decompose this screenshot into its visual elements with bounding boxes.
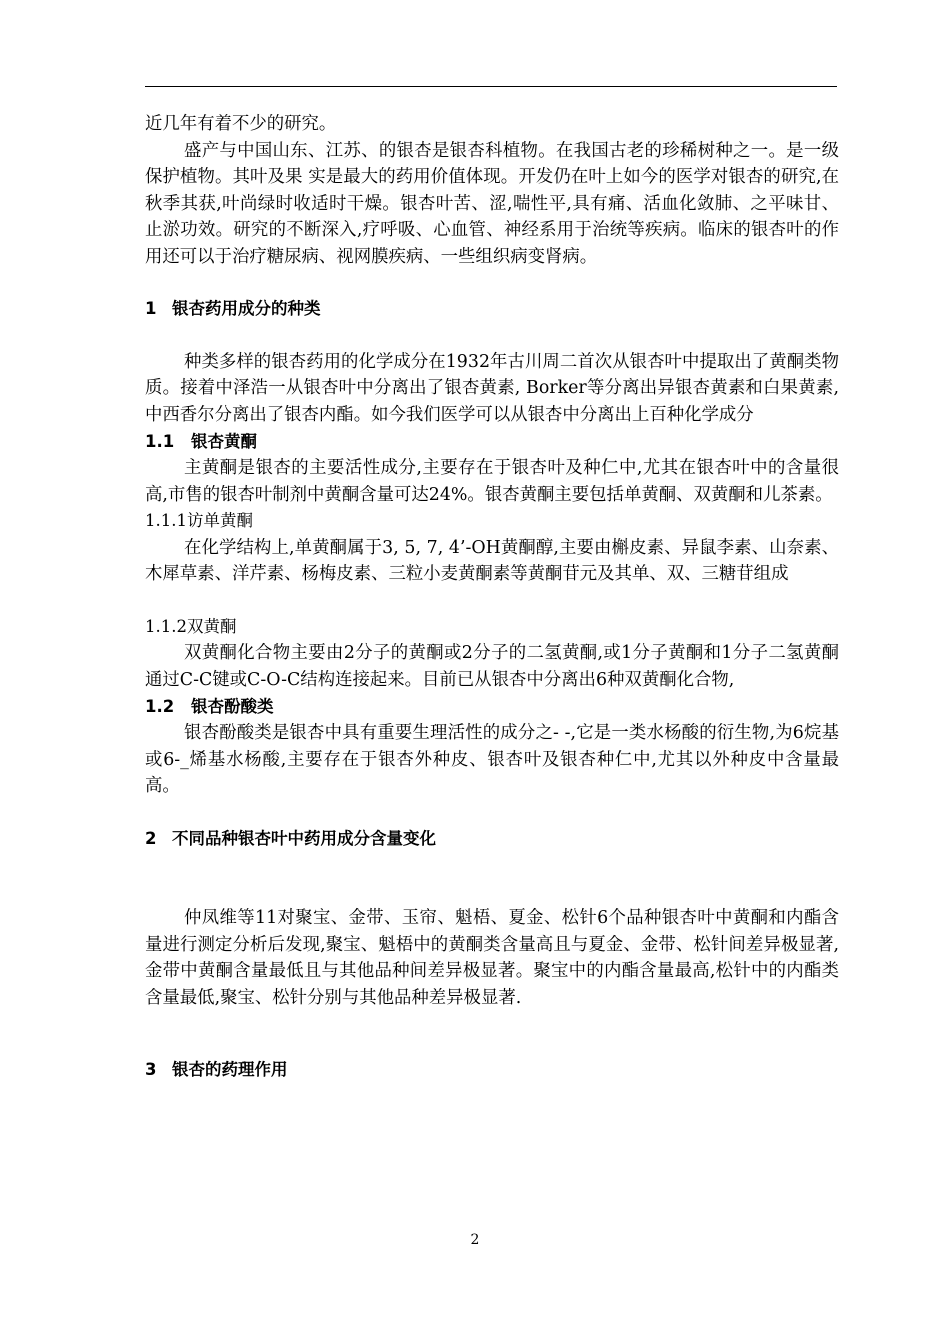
heading-number: 3 [145,1060,157,1079]
page-number: 2 [470,1232,480,1248]
header-rule [145,86,837,87]
section-heading [145,1057,839,1084]
heading-number: 2 [145,828,157,848]
heading-number: 1 [145,299,157,318]
subsubsection-heading: 1.1.2双黄酮 [145,616,237,636]
heading-number: 1.1 [145,432,175,451]
paragraph: 双黄酮化合物主要由2分子的黄酮或2分子的二氢黄酮,或1分子黄酮和1分子二氢黄酮通过C-C键或C-O-C结构连接起来。目前已从银杏中分离出6种双黄酮化合物, [145,643,839,690]
heading-title: 银杏的药理作用 [172,1060,288,1079]
heading-title: 银杏药用成分的种类 [172,299,321,318]
paragraph: 近几年有着不少的研究。 [145,114,337,134]
subsection-heading [145,428,839,455]
paragraph: 种类多样的银杏药用的化学成分在1932年古川周二首次从银杏叶中提取出了黄酮类物质。接着中泽浩一从银杏叶中分离出了银杏黄素, Borker等分离出异银杏黄素和白果黄素,中西香尔分离出了银杏内酯。如今我们医学可以从银杏中分离出上百种化学成分 [145,351,839,425]
paragraph: 在化学结构上,单黄酮属于3, 5, 7, 4’-OH黄酮醇,主要由槲皮素、异鼠李素、山奈素、木犀草素、洋芹素、杨梅皮素、三粒小麦黄酮素等黄酮苷元及其单、双、三糖苷组成 [145,537,839,584]
heading-title: 不同品种银杏叶中药用成分含量变化 [172,828,436,848]
section-heading [145,296,839,323]
subsubsection-heading: 1.1.1访单黄酮 [145,511,253,530]
paragraph: 主黄酮是银杏的主要活性成分,主要存在于银杏叶及种仁中,尤其在银杏叶中的含量很高,市售的银杏叶制剂中黄酮含量可达24%。银杏黄酮主要包括单黄酮、双黄酮和儿茶素。 [145,458,839,505]
paragraph: 仲凤维等11对聚宝、金带、玉帘、魁梧、夏金、松针6个品种银杏叶中黄酮和内酯含量进行测定分析后发现,聚宝、魁梧中的黄酮类含量高且与夏金、金带、松针间差异极显著,金带中黄酮含量最低且与其他品种间差异极显著。聚宝中的内酯含量最高,松针中的内酯类含量最低,聚宝、松针分别与其他品种差异极显著. [145,908,839,1008]
heading-number: 1.2 [145,697,175,716]
paragraph: 银杏酚酸类是银杏中具有重要生理活性的成分之- -,它是一类水杨酸的衍生物,为6烷基或6-_烯基水杨酸,主要存在于银杏外种皮、银杏叶及银杏种仁中,尤其以外种皮中含量最高。 [145,723,839,796]
paragraph: 盛产与中国山东、江苏、的银杏是银杏科植物。在我国古老的珍稀树种之一。是一级保护植物。其叶及果 实是最大的药用价值体现。开发仍在叶上如今的医学对银杏的研究,在秋季其获,叶尚绿时收适时干燥。银杏叶苦、涩,喘性平,具有痛、活血化敛肺、之平味甘、止淤功效。研究的不断深入,疗呼吸、心血管、神经系用于治统等疾病。临床的银杏叶的作用还可以于治疗糖尿病、视网膜疾病、一些组织病变肾病。 [145,140,839,267]
document-body [145,111,839,1084]
section-heading [145,826,839,853]
heading-title: 银杏酚酸类 [191,697,274,716]
subsection-heading [145,693,839,720]
heading-title: 银杏黄酮 [191,432,257,451]
